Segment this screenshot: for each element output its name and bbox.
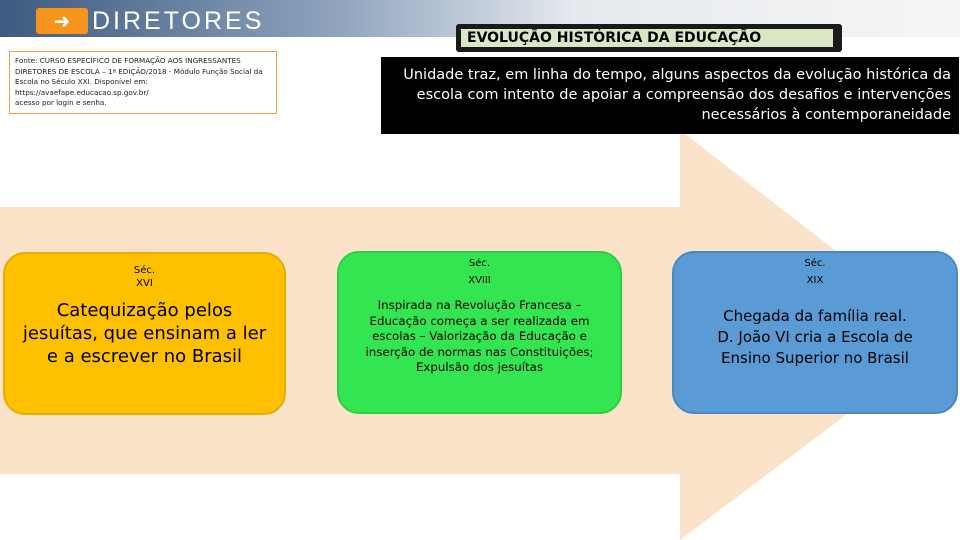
source-line: Fonte: CURSO ESPECÍFICO DE FORMAÇÃO AOS INGRESSANTES: [15, 56, 241, 65]
event-line: Catequização pelos: [56, 300, 233, 321]
event-line: Ensino Superior no Brasil: [721, 349, 909, 367]
intro-line: Unidade traz, em linha do tempo, alguns aspectos da evolução histórica da: [403, 67, 951, 83]
event-line: Inspirada na Revolução Francesa –: [377, 298, 582, 312]
event-line: Educação começa a ser realizada em: [369, 313, 590, 328]
source-line: Escola no Século XXI. Disponível em:: [15, 77, 148, 86]
event-line: jesuítas, que ensinam a ler: [22, 323, 267, 344]
century-value: XIX: [806, 275, 824, 286]
source-citation: [9, 51, 277, 114]
event-line: inserção de normas nas Constituições;: [365, 344, 594, 359]
timeline-card-xvi: [3, 252, 286, 415]
century-label: Séc.: [804, 258, 826, 269]
logo-subtitle: INGRESSANTES: [94, 38, 182, 47]
source-line: DIRETORES DE ESCOLA – 1ª EDIÇÃO/2018 - Módulo Função Social da: [15, 66, 263, 76]
event-line: Expulsão dos jesuítas: [415, 360, 544, 374]
century-value: XVI: [136, 278, 153, 289]
timeline-card-xix: [672, 251, 958, 414]
title-box: [456, 24, 842, 52]
source-line: acesso por login e senha.: [15, 98, 107, 107]
intro-line: escola com intento de apoiar a compreensão dos desafios e intervenções: [416, 87, 951, 103]
timeline-card-xviii: [337, 251, 622, 414]
intro-text-box: [381, 57, 959, 134]
event-line: D. João VI cria a Escola de: [717, 328, 913, 346]
century-value: XVIII: [468, 275, 491, 286]
event-line: escolas – Valorização da Educação e: [372, 329, 587, 343]
logo-title: DIRETORES: [92, 7, 265, 35]
century-label: Séc.: [133, 265, 156, 276]
source-line: https://avaefape.educacao.sp.gov.br/: [15, 87, 149, 97]
century-label: Séc.: [468, 258, 491, 269]
intro-line: necessários à contemporaneidade: [701, 107, 951, 123]
event-line: e a escrever no Brasil: [46, 346, 243, 367]
page-title: EVOLUÇÃO HISTÓRICA DA EDUCAÇÃO: [461, 29, 833, 47]
event-line: Chegada da família real.: [723, 307, 907, 325]
logo-arrow-icon: ➜: [36, 8, 88, 34]
